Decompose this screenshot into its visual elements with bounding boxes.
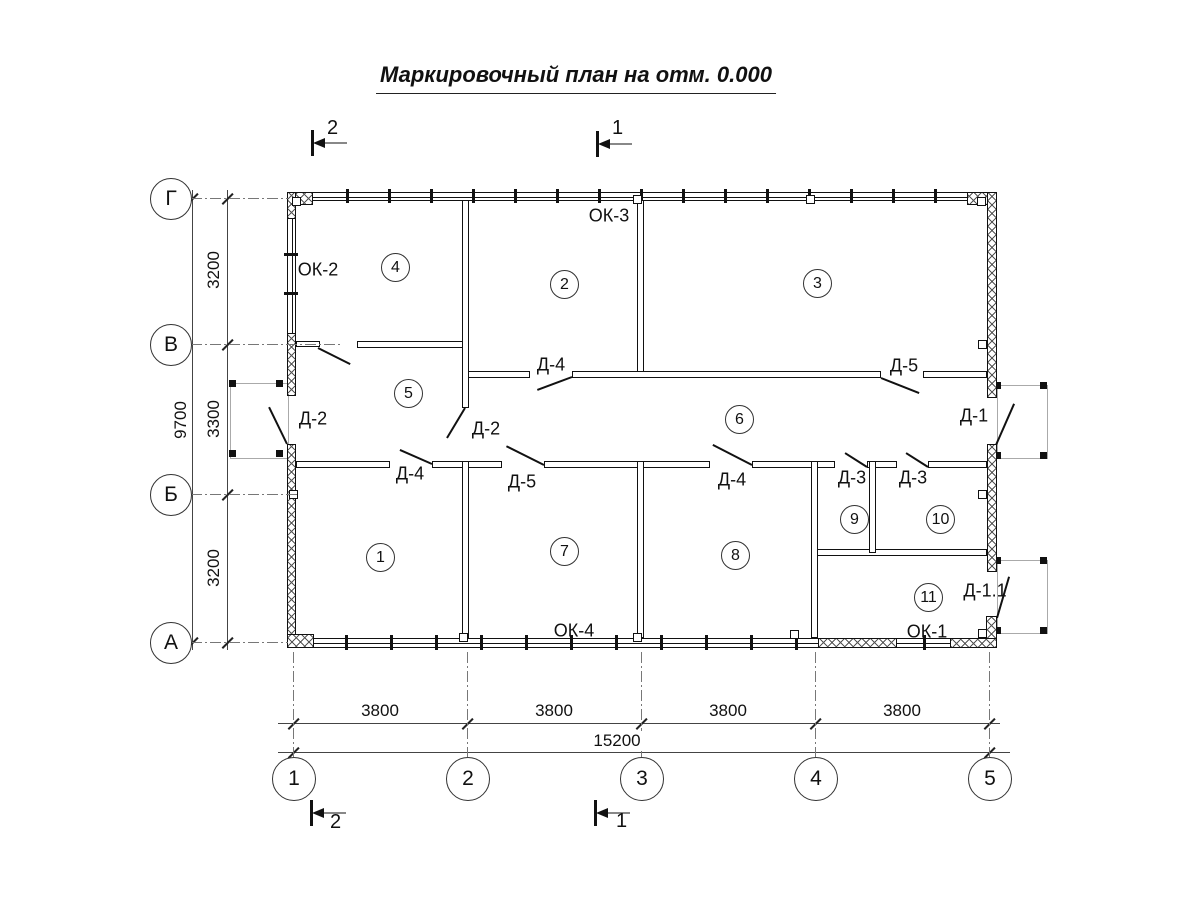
exterior-wall-hatched [287, 444, 296, 640]
interior-wall [637, 461, 644, 638]
door-label: Д-2 [471, 418, 501, 439]
axis-circle-col-1: 1 [272, 757, 316, 801]
porch-column [229, 380, 236, 387]
window-glazing-line [292, 215, 293, 334]
porch-outline [230, 383, 289, 459]
section-marker-arrow-icon [313, 138, 325, 148]
axis-circle-row-Г: Г [150, 178, 192, 220]
wall-pier-marker [806, 195, 815, 204]
door-leaf [506, 445, 545, 466]
door-label: Д-1 [959, 405, 989, 426]
dim-label-bottom: 3800 [883, 701, 921, 720]
door-label: Д-5 [889, 355, 919, 376]
porch-column [1040, 557, 1047, 564]
room-number-6: 6 [725, 405, 754, 434]
window-tick [766, 189, 769, 203]
window-label: ОК-2 [297, 259, 339, 280]
room-number-2: 2 [550, 270, 579, 299]
window-tick [724, 189, 727, 203]
dim-label-bottom: 3800 [535, 701, 573, 720]
porch-column [1040, 627, 1047, 634]
section-marker-label: 2 [327, 117, 339, 139]
window-label: ОК-1 [906, 621, 948, 642]
window-tick [284, 253, 298, 256]
room-number-3: 3 [803, 269, 832, 298]
door-leaf [446, 407, 466, 438]
interior-wall [468, 371, 530, 378]
section-marker-arrow-icon [596, 808, 608, 818]
wall-pier-marker [977, 197, 986, 206]
exterior-wall-hatched [987, 444, 997, 572]
wall-pier-marker [633, 633, 642, 642]
door-label: Д-4 [717, 469, 747, 490]
dimension-line [278, 752, 1010, 753]
porch-column [1040, 452, 1047, 459]
door-label: Д-4 [536, 354, 566, 375]
interior-wall [817, 549, 987, 556]
interior-wall [928, 461, 987, 468]
axis-circle-col-2: 2 [446, 757, 490, 801]
door-label: Д-5 [507, 471, 537, 492]
interior-wall [637, 200, 644, 372]
porch-column [229, 450, 236, 457]
door-label: Д-3 [837, 467, 867, 488]
door-leaf [844, 452, 867, 468]
porch-column [1040, 382, 1047, 389]
section-marker-label: 1 [612, 117, 624, 139]
window-tick [525, 635, 528, 650]
interior-wall [811, 461, 818, 638]
window-tick [388, 189, 391, 203]
door-leaf [905, 452, 928, 468]
interior-wall [869, 461, 876, 553]
door-label: Д-1.1 [963, 580, 1007, 601]
window-tick [705, 635, 708, 650]
window-tick [682, 189, 685, 203]
window-tick [435, 635, 438, 650]
window-tick [480, 635, 483, 650]
window-tick [598, 189, 601, 203]
section-marker-arrow-icon [598, 139, 610, 149]
exterior-wall-hatched [987, 192, 997, 398]
wall-pier-marker [633, 195, 642, 204]
axis-circle-col-5: 5 [968, 757, 1012, 801]
window-label: ОК-3 [588, 205, 630, 226]
axis-circle-row-В: В [150, 324, 192, 366]
room-number-7: 7 [550, 537, 579, 566]
window-label: ОК-4 [553, 620, 595, 641]
exterior-wall-hatched [287, 333, 296, 396]
axis-line [191, 494, 300, 495]
interior-wall [462, 461, 469, 638]
window-tick [430, 189, 433, 203]
interior-wall [544, 461, 710, 468]
door-label: Д-4 [395, 463, 425, 484]
window-tick [345, 635, 348, 650]
door-label: Д-2 [298, 408, 328, 429]
window-tick [284, 292, 298, 295]
window-tick [472, 189, 475, 203]
room-number-8: 8 [721, 541, 750, 570]
exterior-wall-hatched [818, 638, 897, 648]
dim-label-bottom: 3800 [709, 701, 747, 720]
window-band [287, 215, 296, 334]
window-tick [556, 189, 559, 203]
room-number-11: 11 [914, 583, 943, 612]
plan-title: Маркировочный план на отм. 0.000 [376, 62, 776, 94]
interior-wall [357, 341, 467, 348]
room-number-9: 9 [840, 505, 869, 534]
wall-pier-marker [459, 633, 468, 642]
window-tick [934, 189, 937, 203]
axis-circle-row-А: А [150, 622, 192, 664]
dim-label-left: 3300 [204, 400, 223, 438]
exterior-wall-hatched [287, 634, 314, 648]
axis-line [989, 652, 990, 757]
interior-wall [923, 371, 987, 378]
window-tick [615, 635, 618, 650]
section-marker-line [610, 143, 632, 145]
window-tick [660, 635, 663, 650]
section-marker-arrow-icon [312, 808, 324, 818]
door-leaf [318, 347, 351, 365]
room-number-1: 1 [366, 543, 395, 572]
axis-circle-col-3: 3 [620, 757, 664, 801]
window-tick [892, 189, 895, 203]
room-number-10: 10 [926, 505, 955, 534]
wall-pier-marker [292, 197, 301, 206]
interior-wall [572, 371, 881, 378]
section-marker-label: 1 [616, 810, 628, 832]
axis-circle-col-4: 4 [794, 757, 838, 801]
section-marker-line [325, 142, 347, 144]
dim-label-bottom-overall: 15200 [593, 731, 641, 750]
interior-wall [752, 461, 835, 468]
window-tick [514, 189, 517, 203]
wall-pier-marker [978, 340, 987, 349]
axis-line [191, 198, 288, 199]
interior-wall [462, 200, 469, 408]
section-marker-label: 2 [330, 811, 342, 833]
room-number-4: 4 [381, 253, 410, 282]
dim-label-left: 3200 [204, 251, 223, 289]
axis-line [293, 652, 294, 757]
door-leaf [881, 377, 920, 394]
exterior-wall-hatched [950, 638, 997, 648]
dim-label-left-overall: 9700 [171, 401, 190, 439]
door-leaf [713, 444, 753, 466]
wall-pier-marker [790, 630, 799, 639]
window-tick [390, 635, 393, 650]
axis-line [467, 652, 468, 757]
room-number-5: 5 [394, 379, 423, 408]
dimension-line [192, 190, 193, 650]
wall-pier-marker [978, 490, 987, 499]
dim-label-bottom: 3800 [361, 701, 399, 720]
interior-wall [296, 461, 390, 468]
wall-pier-marker [978, 629, 987, 638]
porch-column [276, 380, 283, 387]
axis-line [191, 344, 340, 345]
axis-line [815, 652, 816, 757]
dim-label-left: 3200 [204, 549, 223, 587]
window-tick [346, 189, 349, 203]
axis-line [191, 642, 288, 643]
window-tick [750, 635, 753, 650]
window-tick [850, 189, 853, 203]
axis-circle-row-Б: Б [150, 474, 192, 516]
door-leaf [537, 376, 573, 391]
door-label: Д-3 [898, 467, 928, 488]
porch-column [276, 450, 283, 457]
dimension-line [227, 190, 228, 650]
